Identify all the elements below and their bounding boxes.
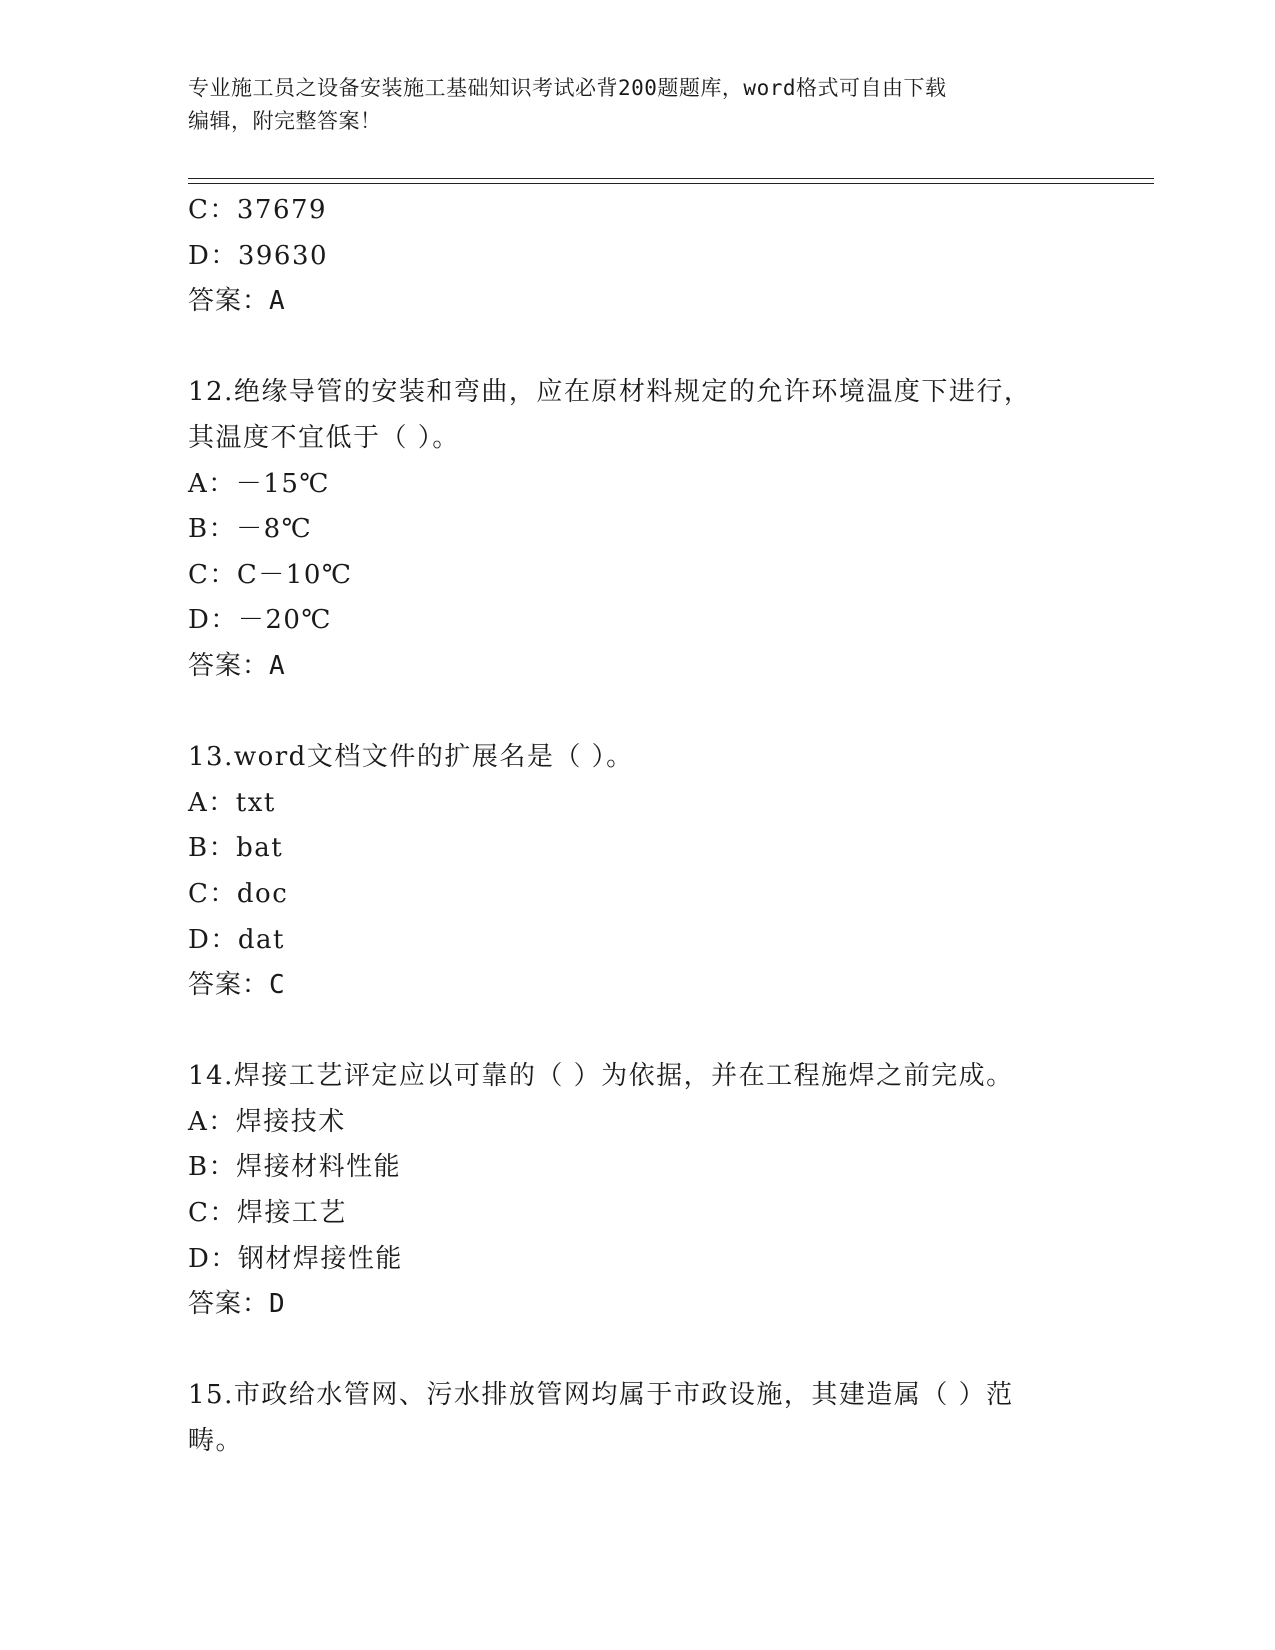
question-stem: 14.焊接工艺评定应以可靠的（ ）为依据，并在工程施焊之前完成。 [188, 1061, 1014, 1092]
question-stem: 13.word文档文件的扩展名是（ ）。 [188, 742, 634, 773]
option-c: C：焊接工艺 [188, 1198, 347, 1229]
header-divider-top [188, 178, 1154, 179]
header-title-line-2: 编辑，附完整答案！ [188, 109, 382, 133]
question-11-continued [188, 188, 1088, 325]
answer-label: 答案：A [188, 650, 286, 681]
option-d: D：－20℃ [188, 605, 333, 636]
question-stem: 其温度不宜低于（ ）。 [188, 422, 460, 453]
option-d: D：dat [188, 924, 285, 955]
option-a: A：－15℃ [188, 468, 330, 499]
option-b: B：－8℃ [188, 514, 313, 545]
answer-label: 答案：A [188, 286, 286, 317]
option-a: A：焊接技术 [188, 1106, 346, 1137]
question-list [188, 188, 1088, 1465]
answer-label: 答案：C [188, 970, 286, 1001]
header-title-line-1: 专业施工员之设备安装施工基础知识考试必背200题题库，word格式可自由下载 [188, 76, 947, 100]
question-14 [188, 1054, 1088, 1328]
question-stem: 15.市政给水管网、污水排放管网均属于市政设施，其建造属（ ）范 [188, 1380, 1014, 1411]
header-divider-bottom [188, 183, 1154, 184]
page-header [188, 72, 1068, 138]
option-a: A：txt [188, 787, 276, 818]
option-b: B：焊接材料性能 [188, 1152, 402, 1183]
question-stem: 畴。 [188, 1426, 244, 1457]
question-12 [188, 370, 1088, 689]
question-stem: 12.绝缘导管的安装和弯曲，应在原材料规定的允许环境温度下进行， [188, 377, 1032, 408]
option-d: D：钢材焊接性能 [188, 1243, 403, 1274]
answer-label: 答案：D [188, 1289, 286, 1320]
option-d: D：39630 [188, 240, 329, 271]
question-13 [188, 735, 1088, 1009]
option-c: C：doc [188, 878, 289, 909]
option-b: B：bat [188, 833, 284, 864]
option-c: C：37679 [188, 195, 328, 225]
question-15 [188, 1373, 1088, 1464]
option-c: C：C－10℃ [188, 559, 353, 590]
